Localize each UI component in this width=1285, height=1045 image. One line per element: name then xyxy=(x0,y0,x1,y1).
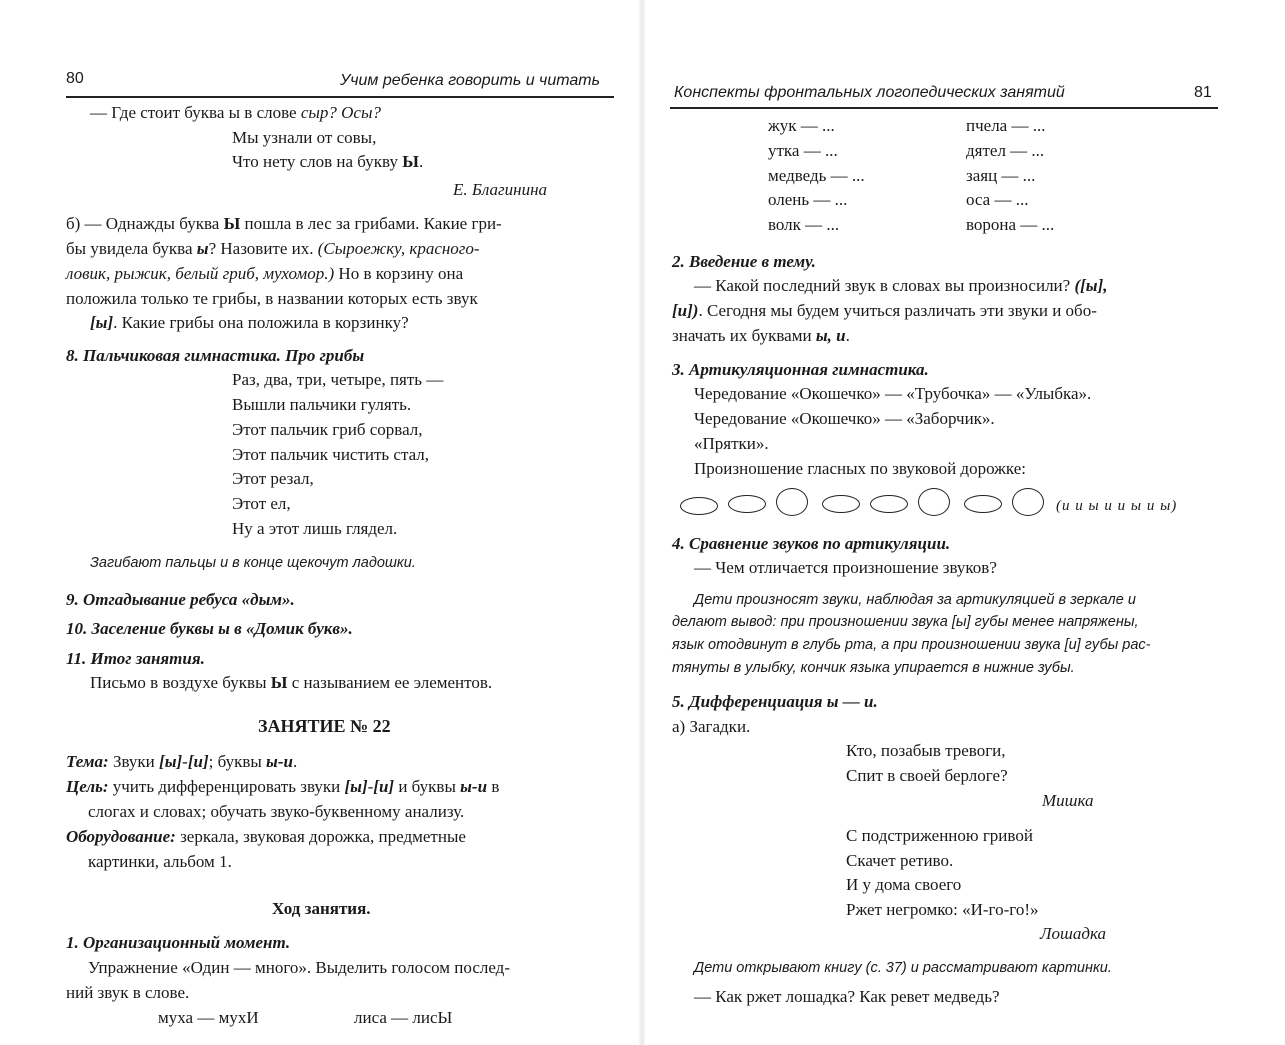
paragraph-line: [ы]. Какие грибы она положила в корзинку? xyxy=(90,313,409,332)
equipment-line: картинки, альбом 1. xyxy=(88,852,232,871)
instruction-note: делают вывод: при произношении звука [ы] губы менее напряжены, xyxy=(672,614,1139,630)
large-circle-icon xyxy=(918,488,950,516)
page-number: 81 xyxy=(1194,84,1212,101)
small-oval-icon xyxy=(680,497,718,515)
animal-word: жук — ... xyxy=(768,116,835,135)
header-rule xyxy=(670,107,1218,109)
animal-word: оса — ... xyxy=(966,190,1029,209)
section-heading: 4. Сравнение звуков по артикуляции. xyxy=(672,534,951,553)
riddle-line: С подстриженною гривой xyxy=(846,826,1033,845)
goal-line: Цель: учить дифференцировать звуки [ы]-[и] и буквы ы-и в xyxy=(66,777,500,796)
paragraph-line: положила только те грибы, в названии которых есть звук xyxy=(66,289,478,308)
topic-line: Тема: Звуки [ы]-[и]; буквы ы-и. xyxy=(66,752,298,771)
poem-line: Этот пальчик гриб сорвал, xyxy=(232,420,423,439)
lesson-title: ЗАНЯТИЕ № 22 xyxy=(258,716,391,736)
paragraph-line: «Прятки». xyxy=(694,434,769,453)
animal-word: волк — ... xyxy=(768,215,840,234)
riddle-line: И у дома своего xyxy=(846,875,962,894)
paragraph-line: Чередование «Окошечко» — «Заборчик». xyxy=(694,409,995,428)
paragraph-line: значать их буквами ы, и. xyxy=(672,326,850,345)
paragraph-line: [и]). Сегодня мы будем учиться различать эти звуки и обо- xyxy=(672,301,1097,320)
animal-word: дятел — ... xyxy=(966,141,1045,160)
riddle-line: Кто, позабыв тревоги, xyxy=(846,741,1006,760)
poem-line: Раз, два, три, четыре, пять — xyxy=(232,370,444,389)
paragraph-line: Произношение гласных по звуковой дорожке: xyxy=(694,459,1027,478)
section-heading: 5. Дифференциация ы — и. xyxy=(672,692,878,711)
instruction-note: Загибают пальцы и в конце щекочут ладошки. xyxy=(90,555,416,571)
running-title: Учим ребенка говорить и читать xyxy=(340,72,601,89)
animal-word: заяц — ... xyxy=(966,166,1036,185)
animal-word: олень — ... xyxy=(768,190,848,209)
word-pair: лиса — лисЫ xyxy=(354,1008,453,1027)
paragraph-line: Письмо в воздухе буквы Ы с называнием ее элементов. xyxy=(90,673,493,692)
poem-author: Е. Благинина xyxy=(453,180,548,199)
paragraph-line: ловик, рыжик, белый гриб, мухомор.) Но в корзину она xyxy=(66,264,464,283)
animal-word: ворона — ... xyxy=(966,215,1055,234)
equipment-line: Оборудование: зеркала, звуковая дорожка, предметные xyxy=(66,827,466,846)
paragraph-line: — Как ржет лошадка? Как ревет медведь? xyxy=(694,987,1000,1006)
paragraph-line: — Чем отличается произношение звуков? xyxy=(694,558,997,577)
section-heading: 9. Отгадывание ребуса «дым». xyxy=(66,590,295,609)
section-heading: 8. Пальчиковая гимнастика. Про грибы xyxy=(66,346,365,365)
left-page xyxy=(0,0,642,1045)
running-title: Конспекты фронтальных логопедических занятий xyxy=(674,84,1065,101)
animal-word: медведь — ... xyxy=(768,166,865,185)
small-oval-icon xyxy=(964,495,1002,513)
riddle-line: Скачет ретиво. xyxy=(846,851,954,870)
section-heading: 10. Заселение буквы ы в «Домик букв». xyxy=(66,619,353,638)
page-number: 80 xyxy=(66,70,84,87)
paragraph-line: Чередование «Окошечко» — «Трубочка» — «Улыбка». xyxy=(694,384,1092,403)
poem-line: Этот резал, xyxy=(232,469,314,488)
track-label: (и и ы и и ы и ы) xyxy=(1056,498,1178,514)
section-heading: 1. Организационный момент. xyxy=(66,933,291,952)
instruction-note: Дети произносят звуки, наблюдая за артикуляцией в зеркале и xyxy=(694,592,1136,608)
question-line: — Где стоит буква ы в слове сыр? Осы? xyxy=(90,103,381,122)
small-oval-icon xyxy=(870,495,908,513)
goal-line: слогах и словах; обучать звуко-буквенному анализу. xyxy=(88,802,465,821)
section-heading: 11. Итог занятия. xyxy=(66,649,205,668)
riddle-line: Спит в своей берлоге? xyxy=(846,766,1008,785)
word-pair: муха — мухИ xyxy=(158,1008,259,1027)
instruction-note: язык отодвинут в глубь рта, а при произношении звука [и] губы рас- xyxy=(672,637,1151,653)
paragraph-line: — Какой последний звук в словах вы произносили? ([ы], xyxy=(694,276,1108,295)
poem-line: Этот ел, xyxy=(232,494,291,513)
small-oval-icon xyxy=(728,495,766,513)
paragraph-line: б) — Однажды буква Ы пошла в лес за грибами. Какие гри- xyxy=(66,214,502,233)
riddle-line: Ржет негромко: «И-го-го!» xyxy=(846,900,1039,919)
paragraph-line: бы увидела буква ы? Назовите их. (Сыроежку, красного- xyxy=(66,239,480,258)
riddle-answer: Мишка xyxy=(1042,791,1094,810)
course-title: Ход занятия. xyxy=(272,899,371,918)
section-heading: 3. Артикуляционная гимнастика. xyxy=(672,360,929,379)
riddle-answer: Лошадка xyxy=(1040,924,1106,943)
large-circle-icon xyxy=(776,488,808,516)
header-rule xyxy=(66,96,614,98)
section-heading: 2. Введение в тему. xyxy=(672,252,816,271)
paragraph-line: ний звук в слове. xyxy=(66,983,190,1002)
poem-line: Мы узнали от совы, xyxy=(232,128,377,147)
right-page xyxy=(642,0,1285,1045)
poem-line: Вышли пальчики гулять. xyxy=(232,395,412,414)
poem-line: Этот пальчик чистить стал, xyxy=(232,445,430,464)
animal-word: утка — ... xyxy=(768,141,838,160)
paragraph-line: а) Загадки. xyxy=(672,717,751,736)
paragraph-line: Упражнение «Один — много». Выделить голосом послед- xyxy=(88,958,510,977)
poem-line: Что нету слов на букву Ы. xyxy=(232,152,424,171)
small-oval-icon xyxy=(822,495,860,513)
instruction-note: тянуты в улыбку, кончик языка упирается в нижние зубы. xyxy=(672,660,1075,676)
large-circle-icon xyxy=(1012,488,1044,516)
poem-line: Ну а этот лишь глядел. xyxy=(232,519,398,538)
animal-word: пчела — ... xyxy=(966,116,1046,135)
instruction-note: Дети открывают книгу (с. 37) и рассматривают картинки. xyxy=(694,960,1112,976)
